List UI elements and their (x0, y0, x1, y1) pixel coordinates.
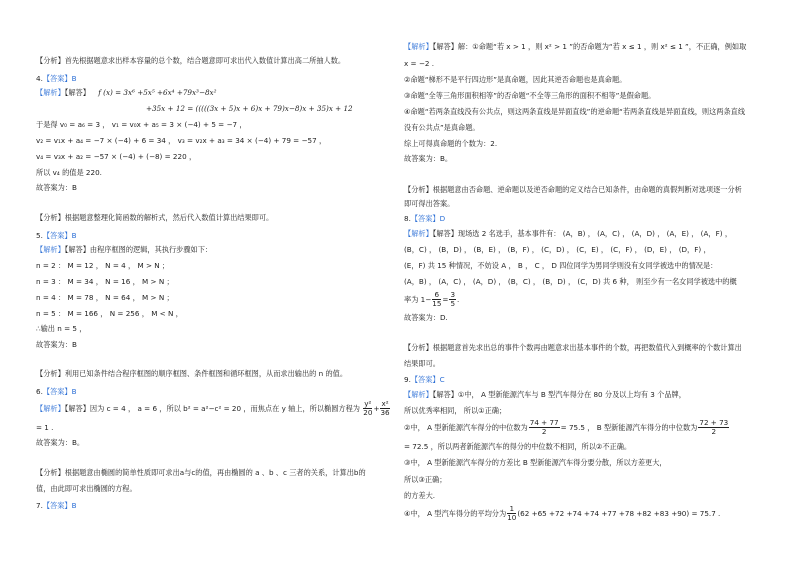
fraction: $\frac{72 + 73}{2}$ (699, 418, 729, 437)
solution-line: = 1 . (36, 423, 54, 432)
solution-line: 所以③正确； (404, 475, 447, 484)
solution-line: ④命题“若两条直线没有公共点，则这两条直线是异面直线”的逆命题“若两条直线是异面直线，则这两条直线 (404, 107, 746, 116)
answer-line: 故答案为：B (36, 183, 77, 192)
solution-line: (A，B) ， (A，C) ， (A，D) ， (B，C) ， (B，D) ， (C，D) 共 6 种， 则至少有一名女同学被选中的概 (404, 277, 737, 286)
solution-line: = 72.5 ，所以两者新能源汽车的得分的中位数不相同，所以②不正确。 (404, 442, 632, 451)
answer-line: 故答案为：B。 (404, 154, 453, 163)
answer-line: 故答案为：D. (404, 313, 448, 322)
solution-line: 率为 1− $\frac{6}{15}$ = $\frac{3}{5}$ . (404, 290, 460, 309)
solution-line: 【解析】【解答】 f (x) = 3x⁶ +5x⁵ +6x⁴ +79x³−8x² (36, 88, 217, 97)
solution-line: 综上可得真命题的个数为：2. (404, 139, 498, 148)
solution-line: 【解析】【解答】由程序框图的逻辑，其执行步骤如下： (36, 245, 213, 254)
fraction: $\frac{1}{10}$ (507, 504, 517, 523)
solution-line: (B，C) ， (B，D) ， (B，E) ， (B，F) ， (C，D) ， (C，E) ， (C，F) ， (D，E) ， (D，F) ， (404, 245, 711, 254)
fraction: $\frac{3}{5}$ (450, 290, 456, 309)
solution-line: ②中， A 型新能源汽车得分的中位数为 $\frac{74 + 77}{2}$ = 75.5 ， B 型新能源汽车得分的中位数为 $\frac{72 + 73}{2}$ (404, 418, 729, 437)
analysis-text: 【分析】根据题意由否命题、逆命题以及逆否命题的定义结合已知条件，由命题的真假判断对选项逐一分析 (404, 185, 742, 194)
analysis-text: 值，由此即可求出椭圆的方程。 (36, 484, 137, 493)
fraction: $\frac{74 + 77}{2}$ (529, 418, 559, 437)
solution-line: ③命题“全等三角形面积相等”的否命题“不全等三角形的面积不相等”是假命题。 (404, 91, 656, 100)
solution-line: 【解析】【解答】因为 c = 4 ， a = 6 ，所以 b² = a²−c² = 20 ，而焦点在 y 轴上，所以椭圆方程为 $\frac{\text{y²}}{20}$ + $\frac{\text{x²}}{36}$ (36, 399, 390, 418)
solution-line: n = 5 ： M = 166 ， N = 256 ， M < N ， (36, 309, 183, 318)
solution-line: ②命题“梯形不是平行四边形”是真命题，因此其逆否命题也是真命题。 (404, 75, 627, 84)
solution-line: ④中， A 型汽车得分的平均分为 $\frac{1}{10}$ (62 +65 +72 +74 +74 +77 +78 +82 +83 +90) = 75.7 . (404, 504, 721, 523)
analysis-text: 【分析】首先根据题意求出样本容量的总个数，结合题意即可求出代入数值计算出高二所抽人数。 (36, 56, 346, 65)
solution-line: 的方差大. (404, 491, 436, 500)
solution-line: 【解析】【解答】现场选 2 名选手，基本事件有： (A，B) ， (A，C) ， (A，D) ， (A，E) ， (A，F) ， (404, 229, 733, 238)
solution-line: 没有公共点”是真命题。 (404, 123, 480, 132)
solution-line: n = 3 ： M = 34 ， N = 16 ， M > N ； (36, 277, 174, 286)
question-6-answer: 6.【答案】B (36, 387, 77, 396)
solution-line: v₂ = v₁x + a₄ = −7 × (−4) + 6 = 34 ， v₃ = v₂x + a₃ = 34 × (−4) + 79 = −57 ， (36, 136, 327, 145)
question-8-answer: 8.【答案】D (404, 214, 446, 223)
solution-line: n = 4 ： M = 78 ， N = 64 ， M > N ； (36, 293, 174, 302)
solution-line: v₄ = v₃x + a₂ = −57 × (−4) + (−8) = 220 ， (36, 152, 197, 161)
analysis-text: 【分析】根据题意由椭圆的简单性质即可求出a与c的值，再由椭圆的 a 、b 、c 三者的关系，计算出b的 (36, 468, 366, 477)
solution-line: (E，F) 共 15 种情况，不妨设 A ， B ， C ， D 四位同学为男同学则没有女同学被选中的情况是： (404, 261, 718, 270)
fraction: $\frac{6}{15}$ (432, 290, 442, 309)
solution-line: 所以优秀率相同， 所以①正确； (404, 406, 507, 415)
fraction: $\frac{\text{x²}}{36}$ (380, 399, 390, 418)
equation-line: +35x + 12 = (((((3x + 5)x + 6)x + 79)x−8)x + 35)x + 12 (146, 104, 353, 113)
solution-line: 所以 v₄ 的值是 220. (36, 168, 102, 177)
solution-line: x = −2 . (404, 59, 435, 68)
solution-line: 【解析】【解答】解：①命题“若 x > 1 ，则 x² > 1 ”的否命题为“若 x ≤ 1 ，则 x² ≤ 1 ”，不正确，例如取 (404, 42, 747, 51)
answer-line: 故答案为：B。 (36, 438, 85, 447)
solution-line: ③中， A 型新能源汽车得分的方差比 B 型新能源汽车得分要分散，所以方差更大， (404, 458, 667, 467)
question-7-answer: 7.【答案】B (36, 501, 77, 510)
analysis-text: 【分析】根据题意整理化简函数的解析式，然后代入数值计算出结果即可。 (36, 213, 274, 222)
answer-line: 故答案为：B (36, 340, 77, 349)
question-4-answer: 4.【答案】B (36, 74, 77, 83)
analysis-text: 结果即可。 (404, 359, 440, 368)
solution-line: ∴输出 n = 5 ， (36, 324, 87, 333)
analysis-text: 即可得出答案。 (404, 199, 455, 208)
fraction: $\frac{\text{y²}}{20}$ (363, 399, 373, 418)
solution-line: n = 2 ： M = 12 ， N = 4 ， M > N ； (36, 261, 170, 270)
question-5-answer: 5.【答案】B (36, 231, 77, 240)
solution-line: 于是得 v₀ = a₆ = 3 ， v₁ = v₀x + a₅ = 3 × (−4) + 5 = −7 ， (36, 120, 247, 129)
analysis-text: 【分析】利用已知条件结合程序框图的顺序框图、条件框图和循环框图，从而求出输出的 n 的值。 (36, 369, 348, 378)
solution-line: 【解析】【解答】①中， A 型新能源汽车与 B 型汽车得分在 80 分及以上均有 3 个品牌， (404, 390, 686, 399)
question-9-answer: 9.【答案】C (404, 375, 445, 384)
analysis-text: 【分析】根据题意首先求出总的事件个数再由题意求出基本事件的个数，再把数值代入到概率的个数计算出 (404, 343, 742, 352)
